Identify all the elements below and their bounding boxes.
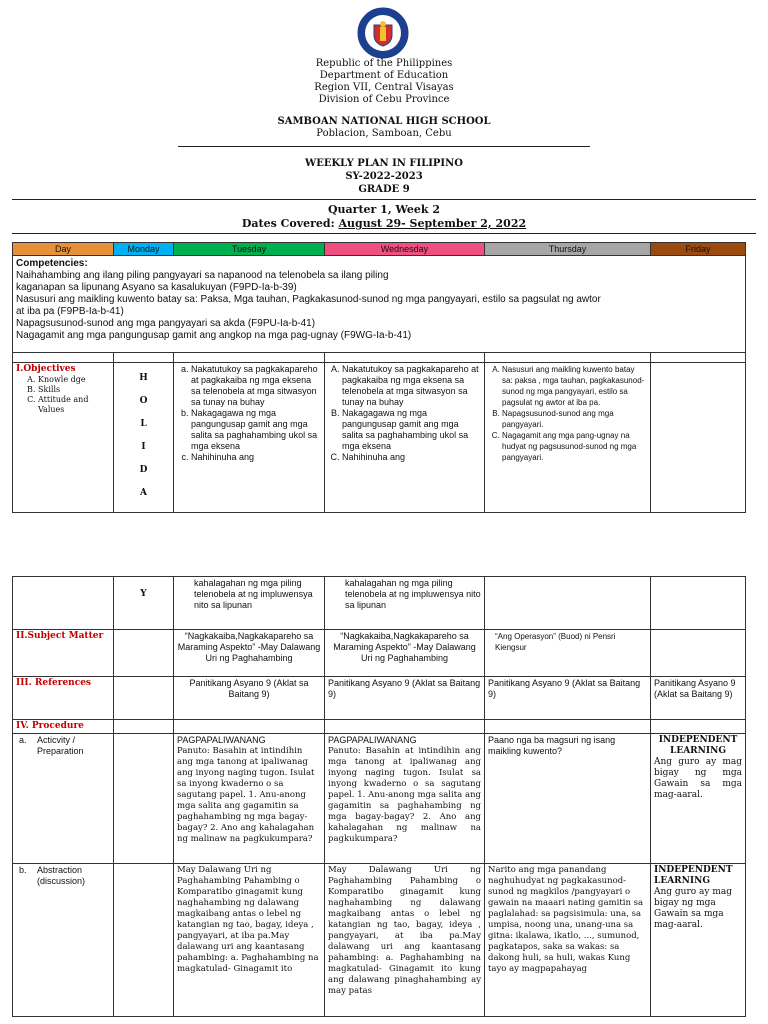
thursday-objective-b: B. Napagsusunod-sunod ang mga pangyayari. <box>502 408 647 430</box>
spacer-row <box>13 353 746 363</box>
header-line-2: Department of Education <box>319 70 449 81</box>
objectives-row <box>13 363 746 513</box>
tuesday-objective-c-continued: kahalagahan ng mga piling telenobela at ng impluwensya nito sa lipunan <box>174 577 325 630</box>
friday-activity-text: Ang guro ay mag bigay ng mga Gawain sa mga mag-aaral. <box>654 757 742 800</box>
thursday-abstraction: Narito ang mga panandang naghuhudyat ng pagkakasunod-sunod ng magkilos /pangyayari o gawain na maaari nating gamitin sa paglalahad: sa pagsisimula: una, sa umpisa, noong una, unang-una sa gitna: ikalawa, ikatlo, ..., sumunod, pagkatapos, saka sa wakas: sa dakong huli, sa huli, wakas Kung tayo ay magpapahayag <box>485 864 651 1017</box>
wednesday-abstraction: May Dalawang Uri ng Paghahambing Pahambing o Komparatibo ginagamit kung naghahambing ng dalawang magkaibang antas o lebel ng katangian ng tao, bagay, ideya , pangyayari, at iba pa.May dalawang uri ang kaantasang pahambing: a. Paghahambing na magkatulad- Ginagamit ito kung ang dalawang pinaghahambing ay may patas <box>325 864 485 1017</box>
monday-holiday-cell <box>114 363 174 513</box>
tuesday-objective-c: c. Nahihinuha ang <box>191 452 321 463</box>
wednesday-activity-title: PAGPAPALIWANANG <box>328 735 417 745</box>
activity-row <box>13 734 746 864</box>
header-line-4: Division of Cebu Province <box>318 94 450 105</box>
tuesday-subject: “Nagkakaiba,Nagkakapareho sa Maraming Aspekto” -May Dalawang Uri ng Paghahambing <box>174 630 325 677</box>
abstraction-marker: b. <box>19 865 27 875</box>
competency-2b: at iba pa (F9PB-Ia-b-41) <box>16 306 124 317</box>
wednesday-objective-a: A. Nakatutukoy sa pagkakapareho at pagkakaiba ng mga eksena sa telenobela at mga sitwasyon sa tunay na buhay <box>342 364 481 408</box>
wednesday-activity-text: Panuto: Basahin at intindihin ang mga tanong at ipaliwanag ang inyong naging tugon. Isulat sa inyong kwaderno o sa sagutang papel. 1. Anu-anong mga salita ang gagamitin sa paghahambing ng mga bagay-bagay? 2. Ano ang kahalagahan ng malinaw na pagkukumpara? <box>328 746 481 844</box>
school-year: SY-2022-2023 <box>345 171 423 182</box>
header-divider <box>178 146 590 147</box>
wednesday-objective-b: B. Nakagagawa ng mga pangungusap gamit ang mga salita sa paghahambing ukol sa mga eksena <box>342 408 481 452</box>
plan-title: WEEKLY PLAN IN FILIPINO <box>305 158 463 169</box>
tuesday-activity-title: PAGPAPALIWANANG <box>177 735 266 745</box>
friday-abstraction-title: INDEPENDENT LEARNING <box>654 865 733 886</box>
competency-1a: Naihahambing ang ilang piling pangyayari sa napanood na telenobela sa ilang piling <box>16 270 389 281</box>
holiday-letter: A <box>140 488 147 498</box>
objective-sub-knowledge: A. Knowle dge <box>38 375 110 385</box>
objectives-label: I.Objectives <box>16 364 76 374</box>
school-address: Poblacion, Samboan, Cebu <box>316 128 452 139</box>
tuesday-reference: Panitikang Asyano 9 (Aklat sa Baitang 9) <box>174 677 325 720</box>
thursday-subject: “Ang Operasyon” (Buod) ni Pensri Kiengsur <box>485 630 651 677</box>
day-header-monday: Monday <box>114 243 174 256</box>
holiday-letter: L <box>140 419 147 429</box>
competency-2a: Nasusuri ang maikling kuwento batay sa: Paksa, Mga tauhan, Pagkakasunod-sunod ng mga pangyayari, estilo sa pagsulat ng awtor <box>16 294 601 305</box>
objective-sub-attitude: C. Attitude and Values <box>38 395 110 415</box>
subject-matter-label: II.Subject Matter <box>16 631 104 641</box>
quarter-week: Quarter 1, Week 2 <box>327 203 441 216</box>
references-row <box>13 677 746 720</box>
weekly-plan-table-top <box>12 242 746 513</box>
dates-label: Dates Covered: <box>241 217 339 230</box>
tuesday-objective-a: a. Nakatutukoy sa pagkakapareho at pagkakaiba ng mga eksena sa telenobela at mga sitwasyon sa tunay na buhay <box>191 364 321 408</box>
objectives-continued-row <box>13 577 746 630</box>
thursday-reference: Panitikang Asyano 9 (Aklat sa Baitang 9) <box>485 677 651 720</box>
references-label: III. References <box>16 678 91 688</box>
day-header-wednesday: Wednesday <box>325 243 485 256</box>
abstraction-row <box>13 864 746 1017</box>
friday-activity-title: INDEPENDENT LEARNING <box>658 735 738 756</box>
competency-1b: kaganapan sa lipunang Asyano sa kasalukuyan (F9PD-Ia-b-39) <box>16 282 297 293</box>
title-divider <box>12 199 756 200</box>
grade-level: GRADE 9 <box>358 184 410 195</box>
header-line-3: Region VII, Central Visayas <box>314 82 454 93</box>
school-name: SAMBOAN NATIONAL HIGH SCHOOL <box>277 116 491 127</box>
subject-matter-row <box>13 630 746 677</box>
friday-reference: Panitikang Asyano 9 (Aklat sa Baitang 9) <box>651 677 746 720</box>
wednesday-reference: Panitikang Asyano 9 (Aklat sa Baitang 9) <box>325 677 485 720</box>
deped-seal-logo <box>357 7 409 59</box>
objective-sub-skills: B. Skills <box>38 385 110 395</box>
weekly-plan-table-bottom <box>12 576 746 1017</box>
holiday-letter: H <box>139 373 148 383</box>
procedure-label: IV. Procedure <box>16 721 84 731</box>
dates-covered <box>0 218 768 230</box>
abstraction-label: Abstraction (discussion) <box>37 865 86 886</box>
day-header-row <box>13 243 746 256</box>
thursday-objective-c: C. Nagagamit ang mga pang-ugnay na hudyat ng pagsusunod-sunod ng mga pangyayari. <box>502 430 647 463</box>
day-header-tuesday: Tuesday <box>174 243 325 256</box>
wednesday-subject: “Nagkakaiba,Nagkakapareho sa Maraming Aspekto” -May Dalawang Uri ng Paghahambing <box>325 630 485 677</box>
competencies-row <box>13 256 746 353</box>
procedure-row <box>13 720 746 734</box>
holiday-letter-y: Y <box>140 589 147 599</box>
friday-abstraction-text: Ang guro ay mag bigay ng mga Gawain sa mga mag-aaral. <box>654 887 733 930</box>
tuesday-objective-b: b. Nakagagawa ng mga pangungusap gamit ang mga salita sa paghahambing ukol sa mga eksena <box>191 408 321 452</box>
wednesday-objective-c: C. Nahihinuha ang <box>342 452 481 463</box>
competency-4: Nagagamit ang mga pangungusap gamit ang angkop na mga pag-ugnay (F9WG-Ia-b-41) <box>16 330 412 341</box>
activity-marker: a. <box>19 735 27 745</box>
holiday-letter: O <box>139 396 148 406</box>
day-header-thursday: Thursday <box>485 243 651 256</box>
tuesday-activity-text: Panuto: Basahin at intindihin ang mga tanong at ipaliwanag ang inyong naging tugon. Isulat sa inyong kwaderno o sa sagutang papel. 1. Anu-anong mga salita ang gagamitin sa paghahambing ng mga bagay-bagay? 2. Ano ang kahalagahan ng malinaw na pagkukumpara? <box>177 746 315 844</box>
header-line-1: Republic of the Philippines <box>315 58 453 69</box>
thursday-activity: Paano nga ba magsuri ng isang maikling kuwento? <box>485 734 651 864</box>
day-header-friday: Friday <box>651 243 746 256</box>
dates-divider <box>12 233 756 234</box>
tuesday-abstraction: May Dalawang Uri ng Paghahambing Pahambing o Komparatibo ginagamit kung naghahambing ng dalawang magkaibang antas o lebel ng katangian ng tao, bagay, ideya , pangyayari, at iba pa.May dalawang uri ang kaantasang pahambing: a. Paghahambing na magkatulad- Ginagamit ito <box>174 864 325 1017</box>
day-header-day: Day <box>13 243 114 256</box>
wednesday-objective-c-continued: kahalagahan ng mga piling telenobela at ng impluwensya nito sa lipunan <box>325 577 485 630</box>
dates-value: August 29- September 2, 2022 <box>338 217 527 230</box>
holiday-letter: D <box>139 465 148 475</box>
competencies-label: Competencies: <box>16 258 88 269</box>
holiday-letter: I <box>141 442 146 452</box>
competency-3: Napagsusunod-sunod ang mga pangyayari sa akda (F9PU-Ia-b-41) <box>16 318 316 329</box>
thursday-objective-a: A. Nasusuri ang maikling kuwento batay sa: paksa , mga tauhan, pagkakasunod-sunod ng mga pangyayari, estilo sa pagsulat ng awtor at iba pa. <box>502 364 647 408</box>
activity-label: Acticvity / Preparation <box>37 735 84 756</box>
